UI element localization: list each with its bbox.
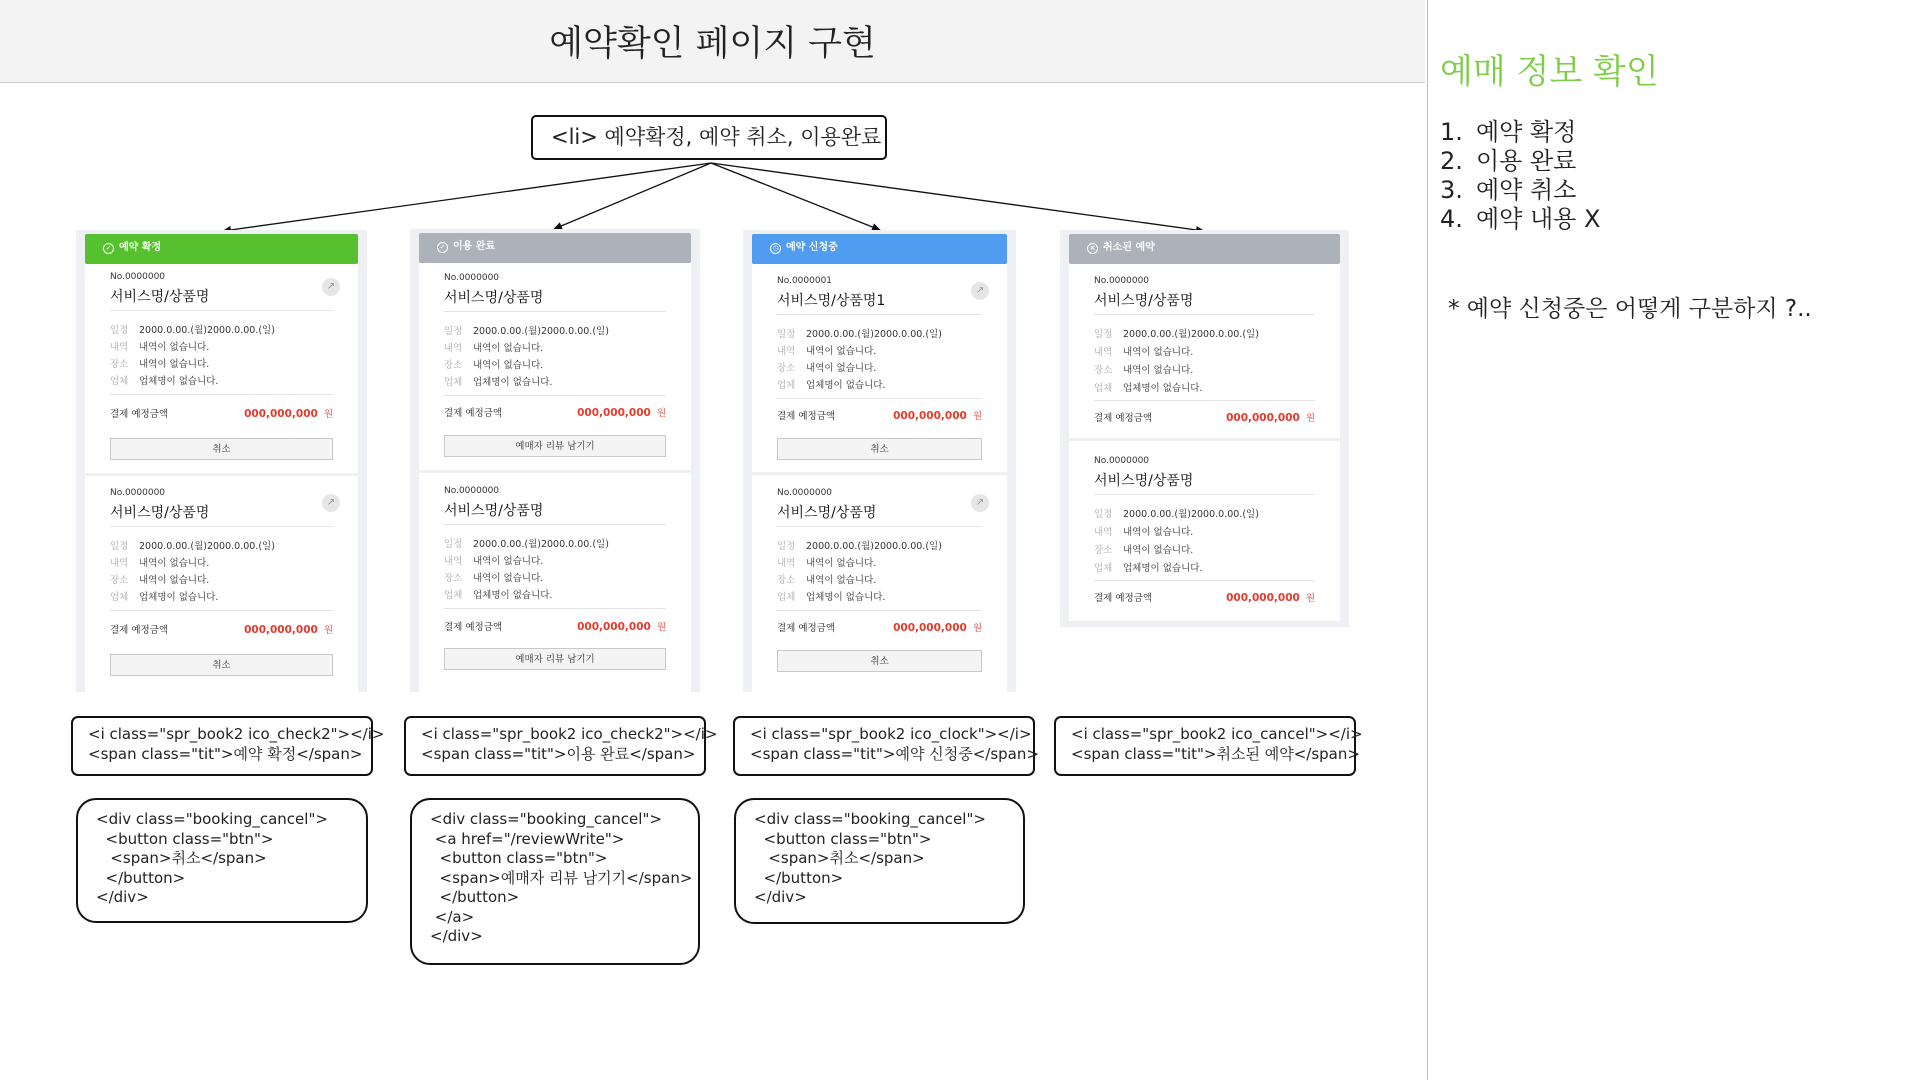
product-name: 서비스명/상품명 xyxy=(1094,293,1194,309)
divider xyxy=(444,311,666,312)
tab-done[interactable]: ✓ 이용 완료 xyxy=(419,233,691,263)
divider xyxy=(110,394,333,395)
payment-label: 결제 예정금액 xyxy=(777,411,836,422)
booking-item xyxy=(752,488,1007,688)
detail-schedule: 일정 2000.0.00.(월)2000.0.00.(일) xyxy=(444,539,609,550)
booking-number: No.0000000 xyxy=(110,272,166,282)
booking-number: No.0000000 xyxy=(777,488,833,498)
arrow-to-done xyxy=(554,163,711,229)
product-name: 서비스명/상품명 xyxy=(444,290,544,306)
divider xyxy=(444,395,666,396)
booking-item xyxy=(85,488,358,688)
product-name: 서비스명/상품명 xyxy=(444,503,544,519)
detail-company: 업체 업체명이 없습니다. xyxy=(777,592,886,603)
detail-place: 장소 내역이 없습니다. xyxy=(110,359,210,370)
detail-history: 내역 내역이 없습니다. xyxy=(777,558,877,569)
sidebar-title: 예매 정보 확인 xyxy=(1440,52,1659,92)
product-name: 서비스명/상품명 xyxy=(777,505,877,521)
detail-company: 업체 업체명이 없습니다. xyxy=(777,380,886,391)
divider xyxy=(777,314,982,315)
booking-card-confirmed xyxy=(76,230,367,692)
payment-amount: 000,000,000 원 xyxy=(244,624,333,636)
booking-item xyxy=(1069,276,1340,436)
payment-amount: 000,000,000 원 xyxy=(577,407,666,419)
detail-schedule: 일정 2000.0.00.(월)2000.0.00.(일) xyxy=(110,325,275,336)
payment-label: 결제 예정금액 xyxy=(777,623,836,634)
sidebar-item: 3. 예약 취소 xyxy=(1440,176,1577,204)
detail-history: 내역 내역이 없습니다. xyxy=(444,343,544,354)
sidebar-item: 4. 예약 내용 X xyxy=(1440,205,1601,233)
divider xyxy=(777,610,982,611)
booking-card-pending xyxy=(743,230,1016,692)
detail-company: 업체 업체명이 없습니다. xyxy=(444,590,553,601)
payment-amount: 000,000,000 원 xyxy=(244,408,333,420)
detail-schedule: 일정 2000.0.00.(월)2000.0.00.(일) xyxy=(1094,329,1259,340)
divider xyxy=(1094,580,1315,581)
tab-cancelled[interactable]: × 취소된 예약 xyxy=(1069,234,1340,264)
detail-schedule: 일정 2000.0.00.(월)2000.0.00.(일) xyxy=(110,541,275,552)
divider xyxy=(444,524,666,525)
detail-place: 장소 내역이 없습니다. xyxy=(777,575,877,586)
booking-number: No.0000000 xyxy=(110,488,166,498)
code-review-button: <div class="booking_cancel"> <a href="/reviewWrite"> <button class="btn"> <span>예매자 리뷰 남기기</span> </button> </a> </div> xyxy=(410,798,700,965)
booking-number: No.0000000 xyxy=(1094,456,1150,466)
share-icon[interactable]: ↗ xyxy=(971,282,989,300)
detail-company: 업체 업체명이 없습니다. xyxy=(110,376,219,387)
code-tab-done: <i class="spr_book2 ico_check2"></i> <span class="tit">이용 완료</span> xyxy=(404,716,706,776)
sidebar-item: 2. 이용 완료 xyxy=(1440,147,1577,175)
booking-list xyxy=(419,263,691,692)
detail-place: 장소 내역이 없습니다. xyxy=(777,363,877,374)
code-cancel-button-pending: <div class="booking_cancel"> <button class="btn"> <span>취소</span> </button> </div> xyxy=(734,798,1025,924)
product-name: 서비스명/상품명1 xyxy=(777,293,886,309)
divider xyxy=(777,526,982,527)
code-tab-pending: <i class="spr_book2 ico_clock"></i> <span class="tit">예약 신청중</span> xyxy=(733,716,1035,776)
sidebar-item: 1. 예약 확정 xyxy=(1440,118,1577,146)
detail-company: 업체 업체명이 없습니다. xyxy=(110,592,219,603)
booking-number: No.0000000 xyxy=(444,486,500,496)
detail-history: 내역 내역이 없습니다. xyxy=(110,558,210,569)
detail-company: 업체 업체명이 없습니다. xyxy=(1094,383,1203,394)
review-button[interactable]: 예매자 리뷰 남기기 xyxy=(444,648,666,670)
booking-number: No.0000000 xyxy=(1094,276,1150,286)
payment-amount: 000,000,000 원 xyxy=(1226,412,1315,424)
booking-list xyxy=(752,264,1007,692)
tab-confirmed[interactable]: ✓ 예약 확정 xyxy=(85,234,358,264)
item-separator xyxy=(1069,438,1340,441)
divider xyxy=(777,398,982,399)
detail-history: 내역 내역이 없습니다. xyxy=(110,342,210,353)
detail-history: 내역 내역이 없습니다. xyxy=(444,556,544,567)
payment-amount: 000,000,000 원 xyxy=(893,622,982,634)
booking-card-done xyxy=(410,229,700,692)
cancel-button[interactable]: 취소 xyxy=(110,654,333,676)
divider xyxy=(1094,314,1315,315)
product-name: 서비스명/상품명 xyxy=(1094,473,1194,489)
check-circle-icon: ✓ xyxy=(437,242,448,253)
payment-amount: 000,000,000 원 xyxy=(577,621,666,633)
detail-place: 장소 내역이 없습니다. xyxy=(1094,545,1194,556)
divider xyxy=(110,526,333,527)
li-label-box: <li> 예약확정, 예약 취소, 이용완료 xyxy=(531,115,887,160)
detail-schedule: 일정 2000.0.00.(월)2000.0.00.(일) xyxy=(444,326,609,337)
booking-item xyxy=(419,273,691,473)
booking-item xyxy=(419,486,691,686)
arrow-to-confirmed xyxy=(223,163,711,231)
divider xyxy=(110,610,333,611)
booking-number: No.0000001 xyxy=(777,276,833,286)
payment-label: 결제 예정금액 xyxy=(1094,593,1153,604)
detail-company: 업체 업체명이 없습니다. xyxy=(444,377,553,388)
booking-list xyxy=(85,264,358,692)
detail-history: 내역 내역이 없습니다. xyxy=(1094,347,1194,358)
detail-schedule: 일정 2000.0.00.(월)2000.0.00.(일) xyxy=(777,541,942,552)
check-circle-icon: ✓ xyxy=(103,243,114,254)
product-name: 서비스명/상품명 xyxy=(110,505,210,521)
booking-list xyxy=(1069,264,1340,621)
page-title: 예약확인 페이지 구현 xyxy=(549,24,876,64)
sidebar-note: * 예약 신청중은 어떻게 구분하지 ?.. xyxy=(1448,296,1812,322)
detail-place: 장소 내역이 없습니다. xyxy=(444,360,544,371)
divider xyxy=(110,310,333,311)
product-name: 서비스명/상품명 xyxy=(110,289,210,305)
payment-label: 결제 예정금액 xyxy=(444,622,503,633)
item-separator xyxy=(419,470,691,473)
detail-company: 업체 업체명이 없습니다. xyxy=(1094,563,1203,574)
payment-label: 결제 예정금액 xyxy=(444,408,503,419)
divider xyxy=(444,608,666,609)
detail-place: 장소 내역이 없습니다. xyxy=(444,573,544,584)
payment-amount: 000,000,000 원 xyxy=(1226,592,1315,604)
detail-schedule: 일정 2000.0.00.(월)2000.0.00.(일) xyxy=(777,329,942,340)
item-separator xyxy=(85,473,358,476)
booking-item xyxy=(752,276,1007,476)
code-tab-cancelled: <i class="spr_book2 ico_cancel"></i> <span class="tit">취소된 예약</span> xyxy=(1054,716,1356,776)
cancel-button[interactable]: 취소 xyxy=(777,650,982,672)
payment-amount: 000,000,000 원 xyxy=(893,410,982,422)
item-separator xyxy=(752,472,1007,475)
detail-history: 내역 내역이 없습니다. xyxy=(1094,527,1194,538)
code-tab-confirmed: <i class="spr_book2 ico_check2"></i> <span class="tit">예약 확정</span> xyxy=(71,716,373,776)
clock-icon: ◷ xyxy=(770,243,781,254)
code-cancel-button: <div class="booking_cancel"> <button class="btn"> <span>취소</span> </button> </div> xyxy=(76,798,368,923)
share-icon[interactable]: ↗ xyxy=(322,278,340,296)
booking-item xyxy=(1069,456,1340,616)
payment-label: 결제 예정금액 xyxy=(110,625,169,636)
detail-history: 내역 내역이 없습니다. xyxy=(777,346,877,357)
cancel-button[interactable]: 취소 xyxy=(110,438,333,460)
cancel-circle-icon: × xyxy=(1087,243,1098,254)
divider xyxy=(1094,494,1315,495)
payment-label: 결제 예정금액 xyxy=(1094,413,1153,424)
detail-schedule: 일정 2000.0.00.(월)2000.0.00.(일) xyxy=(1094,509,1259,520)
review-button[interactable]: 예매자 리뷰 남기기 xyxy=(444,435,666,457)
arrow-to-pending xyxy=(711,163,880,230)
booking-item xyxy=(85,272,358,472)
booking-card-cancelled xyxy=(1060,230,1349,627)
payment-label: 결제 예정금액 xyxy=(110,409,169,420)
share-icon[interactable]: ↗ xyxy=(971,494,989,512)
tab-pending[interactable]: ◷ 예약 신청중 xyxy=(752,234,1007,264)
arrow-to-cancelled xyxy=(711,163,1204,231)
detail-place: 장소 내역이 없습니다. xyxy=(1094,365,1194,376)
cancel-button[interactable]: 취소 xyxy=(777,438,982,460)
detail-place: 장소 내역이 없습니다. xyxy=(110,575,210,586)
booking-number: No.0000000 xyxy=(444,273,500,283)
divider xyxy=(1094,400,1315,401)
share-icon[interactable]: ↗ xyxy=(322,494,340,512)
